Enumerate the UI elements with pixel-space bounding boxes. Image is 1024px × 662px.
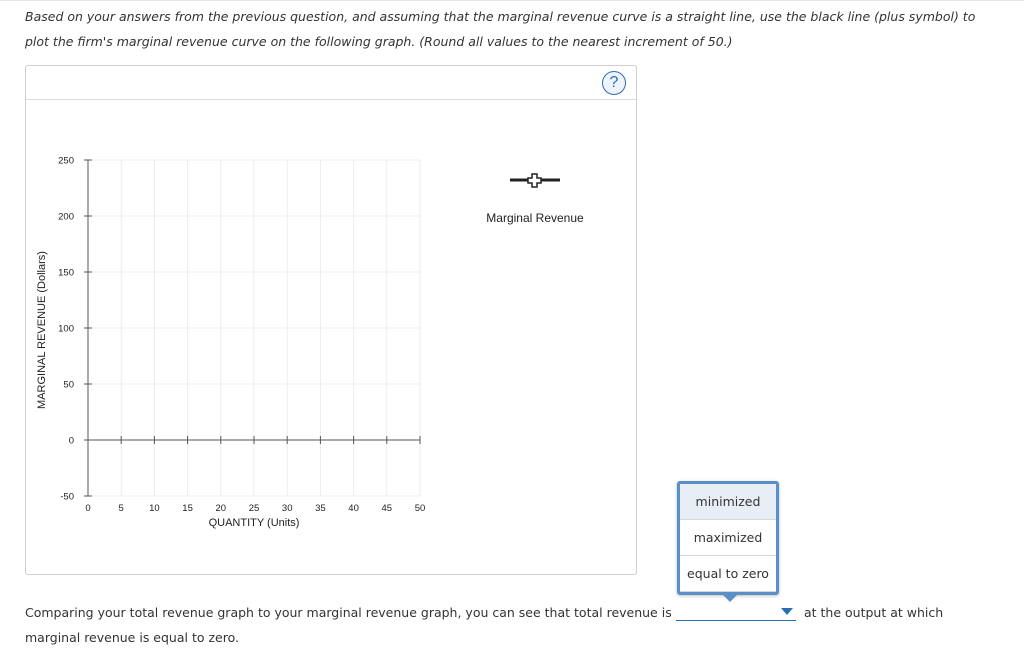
x-tick-label: 15 <box>182 503 193 514</box>
y-tick-label: 0 <box>68 435 74 447</box>
legend-tool-marginal-revenue[interactable] <box>510 174 560 187</box>
x-tick-label: 20 <box>215 503 227 514</box>
y-tick-label: 100 <box>58 323 74 335</box>
y-tick-label: 200 <box>58 211 74 223</box>
x-tick-label: 25 <box>248 503 260 514</box>
x-tick-label: 30 <box>281 503 293 514</box>
x-tick-label: 45 <box>381 503 393 514</box>
sentence-line2: marginal revenue is equal to zero. <box>25 630 239 645</box>
x-tick-label: 0 <box>85 503 91 514</box>
y-tick-label: 250 <box>58 155 74 167</box>
y-tick-label: 150 <box>58 267 74 279</box>
x-tick-label: 40 <box>348 503 359 514</box>
question-instruction: Based on your answers from the previous question, and assuming that the marginal revenue curve is a straight line, use the black line (plus symbol) to plot the firm's marginal revenue curve on the following graph. (Round all values to the nearest increment of 50.) <box>25 9 976 49</box>
x-tick-label: 35 <box>315 503 326 514</box>
y-axis-label: MARGINAL REVENUE (Dollars) <box>36 251 48 409</box>
answer-sentence <box>25 600 685 650</box>
plus-marker-icon <box>528 174 541 187</box>
help-icon[interactable]: ? <box>602 71 626 95</box>
x-tick-label: 10 <box>149 503 160 514</box>
dropdown-option-minimized[interactable]: minimized <box>680 484 776 520</box>
sentence-after: at the output at which <box>804 605 944 620</box>
x-axis-label: QUANTITY (Units) <box>208 517 300 529</box>
answer-select[interactable] <box>676 604 796 621</box>
x-tick-label: 5 <box>118 503 124 514</box>
graph-grid <box>88 160 420 496</box>
answer-dropdown-menu <box>677 481 779 595</box>
chevron-down-icon <box>781 608 793 615</box>
dropdown-option-equal-to-zero[interactable]: equal to zero <box>680 556 776 592</box>
legend-label: Marginal Revenue <box>486 211 584 225</box>
x-tick-label: 50 <box>414 503 426 514</box>
dropdown-pointer <box>722 594 738 602</box>
y-tick-label: 50 <box>63 379 74 391</box>
y-tick-label: -50 <box>60 491 74 503</box>
dropdown-option-maximized[interactable]: maximized <box>680 520 776 556</box>
sentence-before: Comparing your total revenue graph to your marginal revenue graph, you can see that total revenue is <box>25 605 672 620</box>
graph-ticks <box>58 156 425 515</box>
